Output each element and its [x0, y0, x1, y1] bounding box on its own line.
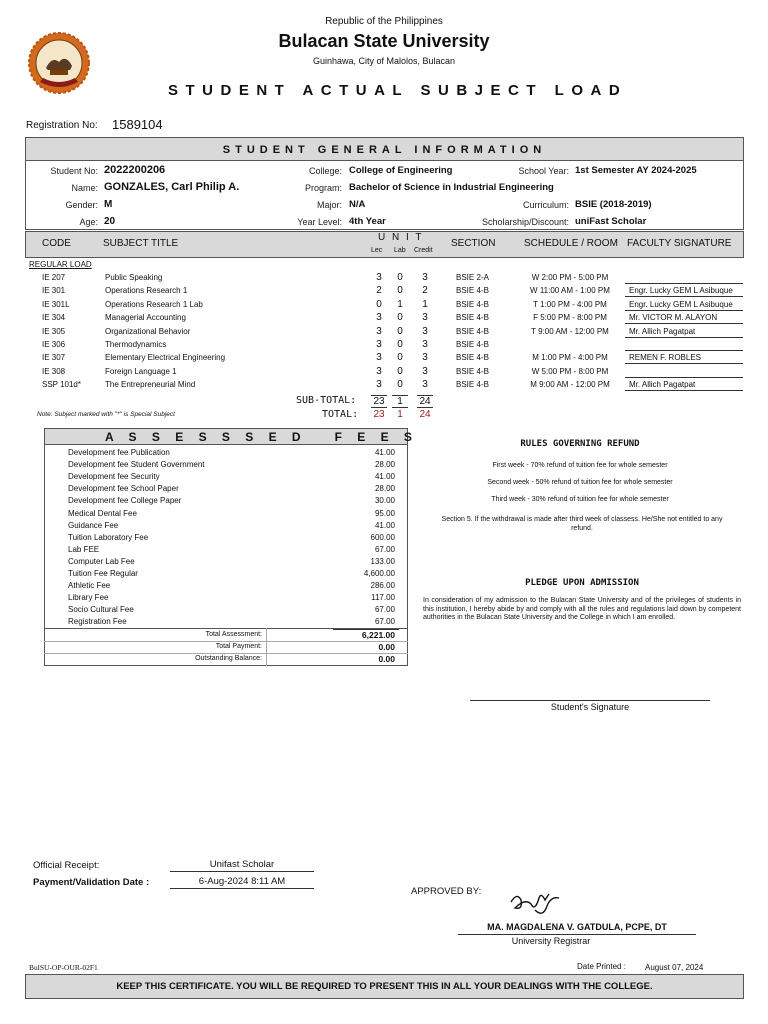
subject-faculty: Mr. VICTOR M. ALAYON	[629, 313, 718, 323]
student-no-label: Student No:	[50, 166, 98, 176]
gender-value: M	[104, 199, 113, 210]
subject-lab: 1	[397, 298, 403, 310]
subject-title: Operations Research 1 Lab	[105, 299, 203, 309]
subject-lab: 0	[397, 379, 403, 391]
date-printed-label: Date Printed :	[577, 962, 626, 971]
document-title: STUDENT ACTUAL SUBJECT LOAD	[168, 82, 628, 99]
total-label: TOTAL:	[322, 409, 359, 420]
subject-lec: 3	[376, 272, 382, 283]
subject-lec: 3	[376, 312, 382, 324]
fee-grid-lines	[44, 628, 408, 666]
subject-lab: 0	[397, 339, 403, 350]
regular-load-label: REGULAR LOAD	[29, 260, 92, 269]
subtotal-credit: 24	[417, 395, 433, 408]
student-signature-line	[470, 700, 710, 701]
fee-amount: 67.00	[374, 605, 395, 615]
fee-amount: 600.00	[370, 532, 395, 542]
fee-name: Computer Lab Fee	[68, 556, 135, 566]
form-code: BulSU-OP-OUR-02F1	[29, 963, 98, 972]
subject-credit: 3	[422, 365, 428, 377]
official-receipt-label: Official Receipt:	[33, 860, 100, 871]
subject-title: Thermodynamics	[105, 340, 167, 349]
payment-date-label: Payment/Validation Date :	[33, 877, 150, 888]
registration-label: Registration No:	[26, 120, 98, 131]
payment-date-value: 6-Aug-2024 8:11 AM	[170, 876, 314, 889]
assessed-fees-title: A S S E S S S E D F E E S	[105, 430, 418, 444]
total-payment-value: 0.00	[378, 642, 395, 652]
fee-name: Registration Fee	[68, 617, 127, 627]
fee-name: Medical Dental Fee	[68, 508, 137, 518]
program-label: Program:	[304, 183, 342, 193]
total-assessment-label: Total Assessment:	[205, 631, 262, 638]
year-level-value: 4th Year	[349, 216, 386, 227]
fee-amount: 117.00	[371, 593, 395, 603]
curriculum-label: Curriculum:	[522, 200, 569, 210]
fee-amount: 41.00	[374, 520, 395, 530]
assessed-fees-title-bar	[44, 428, 418, 445]
fee-amount: 67.00	[374, 544, 395, 554]
subject-schedule: M 9:00 AM - 12:00 PM	[530, 380, 610, 390]
subject-lec: 0	[376, 298, 382, 310]
total-lab: 1	[397, 409, 403, 420]
fee-grid-row-line	[44, 641, 408, 642]
fee-name: Socio Cultural Fee	[68, 605, 134, 615]
subtotal-lab: 1	[392, 395, 408, 408]
subject-code: IE 301	[42, 286, 66, 296]
age-label: Age:	[79, 217, 98, 227]
outstanding-balance-label: Outstanding Balance:	[195, 655, 262, 662]
registrar-name: MA. MAGDALENA V. GATDULA, PCPE, DT	[487, 922, 667, 932]
subject-schedule: T 1:00 PM - 4:00 PM	[533, 299, 607, 309]
student-no-value: 2022200206	[104, 164, 166, 176]
fee-name: Guidance Fee	[68, 520, 119, 530]
faculty-signature-line	[625, 363, 743, 364]
fee-amount: 28.00	[374, 460, 395, 470]
subject-lab: 0	[397, 352, 403, 364]
refund-rule-2: Second week - 50% refund of tuition fee for whole semester	[487, 479, 673, 486]
college-label: College:	[308, 166, 342, 176]
faculty-signature-line	[625, 350, 743, 351]
special-subject-note: Note: Subject marked with "*" is Special Subject	[37, 411, 175, 418]
subject-lab: 0	[397, 365, 403, 377]
republic-label: Republic of the Philippines	[325, 16, 443, 27]
fee-name: Athletic Fee	[68, 581, 111, 591]
subject-section: BSIE 4-B	[456, 286, 489, 296]
fee-amount: 30.00	[374, 496, 395, 506]
refund-rule-1: First week - 70% refund of tuition fee for whole semester	[492, 462, 668, 469]
col-code: CODE	[42, 238, 71, 249]
subject-lec: 3	[376, 379, 382, 391]
pledge-text: In consideration of my admission to the Bulacan State University and of the privileges of students in this institution, I hereby abide by and comply with all the rules and regulations laid down by competent authorities in the Bulacan State University and the College in which I am enrolled.	[423, 597, 741, 621]
faculty-signature-line	[625, 310, 743, 311]
subject-title: Elementary Electrical Engineering	[105, 353, 226, 363]
fee-name: Lab FEE	[68, 544, 100, 554]
fee-grid-row-line	[44, 653, 408, 654]
scholarship-value: uniFast Scholar	[575, 216, 647, 227]
footer-bar	[25, 974, 744, 999]
name-label: Name:	[71, 183, 98, 193]
subject-code: IE 207	[42, 273, 66, 282]
fee-name: Tuition Laboratory Fee	[68, 532, 149, 542]
major-label: Major:	[316, 200, 342, 210]
faculty-signature-line	[625, 283, 743, 284]
subject-credit: 3	[422, 272, 428, 283]
col-lec: Lec	[371, 247, 383, 254]
fee-name: Tuition Fee Regular	[68, 569, 138, 578]
subject-lec: 3	[376, 339, 382, 350]
subject-title: Organizational Behavior	[105, 326, 191, 336]
faculty-signature-line	[625, 390, 743, 391]
name-value: GONZALES, Carl Philip A.	[104, 181, 240, 193]
registrar-title: University Registrar	[511, 936, 591, 946]
fee-amount: 133.00	[370, 556, 395, 566]
fee-grid-col-line	[266, 628, 267, 666]
col-lab: Lab	[394, 247, 406, 254]
footer-notice: KEEP THIS CERTIFICATE. YOU WILL BE REQUIRED TO PRESENT THIS IN ALL YOUR DEALINGS WITH THE COLLEGE.	[116, 981, 653, 992]
subject-credit: 3	[422, 379, 428, 391]
col-unit: U N I T	[378, 232, 424, 243]
subject-lab: 0	[397, 312, 403, 324]
subject-code: IE 308	[42, 366, 66, 376]
fee-name: Development fee Security	[68, 472, 160, 482]
university-name: Bulacan State University	[278, 31, 490, 51]
subject-credit: 1	[422, 298, 428, 310]
subject-faculty: Mr. Allich Pagatpat	[629, 380, 696, 390]
subject-lab: 0	[397, 272, 403, 283]
subject-code: SSP 101d*	[42, 380, 81, 390]
subject-credit: 3	[422, 352, 428, 364]
total-payment-label: Total Payment:	[215, 643, 262, 650]
registrar-name-line	[458, 934, 696, 935]
official-receipt-value: Unifast Scholar	[170, 859, 314, 872]
subject-section: BSIE 4-B	[456, 366, 489, 376]
subject-credit: 3	[422, 339, 428, 350]
college-value: College of Engineering	[349, 165, 453, 176]
subject-section: BSIE 4-B	[456, 299, 489, 309]
pledge-title: PLEDGE UPON ADMISSION	[525, 578, 639, 588]
subject-lec: 3	[376, 325, 382, 337]
major-value: N/A	[349, 199, 366, 210]
fee-amount: 4,600.00	[363, 569, 395, 578]
approved-by-label: APPROVED BY:	[411, 886, 482, 897]
subject-faculty: REMEN F. ROBLES	[629, 353, 702, 363]
fee-amount: 41.00	[374, 448, 395, 457]
subject-section: BSIE 4-B	[456, 353, 489, 363]
subject-section: BSIE 2-A	[456, 273, 489, 282]
general-info-title: STUDENT GENERAL INFORMATION	[222, 144, 547, 156]
subject-lab: 0	[397, 285, 403, 297]
subject-code: IE 304	[42, 313, 66, 323]
fee-amount: 28.00	[374, 484, 395, 494]
fee-name: Development fee School Paper	[68, 484, 179, 494]
fee-amount: 67.00	[374, 617, 395, 627]
subject-schedule: W 5:00 PM - 8:00 PM	[531, 366, 609, 376]
fee-amount: 286.00	[370, 581, 395, 591]
subject-schedule: M 1:00 PM - 4:00 PM	[532, 353, 608, 363]
fee-amount: 95.00	[374, 508, 395, 518]
subject-faculty: Mr. Allich Pagatpat	[629, 326, 696, 336]
total-lec: 23	[373, 409, 385, 420]
fee-amount: 41.00	[374, 472, 395, 482]
subject-section: BSIE 4-B	[456, 340, 489, 349]
student-signature-label: Student's Signature	[550, 702, 630, 712]
outstanding-balance-value: 0.00	[378, 654, 395, 664]
program-value: Bachelor of Science in Industrial Engineering	[349, 182, 554, 193]
subject-lec: 3	[376, 365, 382, 377]
subject-faculty: Engr. Lucky GEM L Asibuque	[629, 299, 733, 309]
subject-lec: 2	[376, 285, 382, 297]
subject-code: IE 305	[42, 326, 66, 336]
col-section: SECTION	[451, 238, 496, 249]
subject-code: IE 307	[42, 353, 66, 363]
subject-section: BSIE 4-B	[456, 326, 489, 336]
col-faculty: FACULTY SIGNATURE	[627, 238, 732, 249]
curriculum-value: BSIE (2018-2019)	[575, 199, 652, 210]
subject-lab: 0	[397, 325, 403, 337]
faculty-signature-line	[625, 337, 743, 338]
gender-label: Gender:	[65, 200, 98, 210]
year-level-label: Year Level:	[297, 217, 342, 227]
fee-name: Development fee College Paper	[68, 496, 182, 506]
date-printed-value: August 07, 2024	[645, 963, 704, 972]
subject-code: IE 306	[42, 340, 66, 349]
scholarship-label: Scholarship/Discount:	[481, 217, 569, 227]
age-value: 20	[104, 216, 116, 227]
subject-schedule: W 11:00 AM - 1:00 PM	[530, 286, 610, 296]
subject-credit: 3	[422, 325, 428, 337]
subject-credit: 2	[422, 285, 428, 297]
subject-title: Foreign Language 1	[105, 366, 177, 376]
refund-title: RULES GOVERNING REFUND	[520, 439, 640, 449]
faculty-signature-line	[625, 377, 743, 378]
subject-schedule: F 5:00 PM - 8:00 PM	[533, 313, 607, 323]
fee-name: Development fee Student Government	[68, 460, 205, 470]
col-schedule: SCHEDULE / ROOM	[524, 238, 618, 249]
subject-lec: 3	[376, 352, 382, 364]
registration-number: 1589104	[112, 117, 163, 132]
school-year-value: 1st Semester AY 2024-2025	[575, 165, 697, 176]
faculty-signature-line	[625, 296, 743, 297]
fee-name: Development fee Publication	[68, 448, 170, 457]
col-subject-title: SUBJECT TITLE	[103, 238, 179, 249]
subtotal-lec: 23	[371, 395, 387, 408]
school-year-label: School Year:	[518, 166, 569, 176]
total-assessment-value: 6,221.00	[361, 630, 395, 640]
subject-schedule: W 2:00 PM - 5:00 PM	[531, 273, 609, 282]
refund-section-5: Section 5. If the withdrawal is made after third week of classess. He/She not entitled to any refund.	[441, 516, 723, 532]
university-address: Guinhawa, City of Malolos, Bulacan	[312, 56, 456, 66]
fee-name: Library Fee	[68, 593, 109, 603]
registrar-signature	[505, 888, 565, 922]
subject-title: The Entrepreneurial Mind	[105, 380, 196, 390]
subject-schedule: T 9:00 AM - 12:00 PM	[531, 326, 609, 336]
subject-section: BSIE 4-B	[456, 313, 489, 323]
subject-code: IE 301L	[42, 299, 70, 309]
subject-faculty: Engr. Lucky GEM L Asibuque	[629, 286, 733, 296]
subtotal-label: SUB-TOTAL:	[296, 395, 357, 406]
subject-title: Operations Research 1	[105, 286, 188, 296]
general-info-title-bar	[25, 137, 744, 161]
subject-title: Public Speaking	[105, 273, 163, 282]
subject-credit: 3	[422, 312, 428, 324]
faculty-signature-line	[625, 323, 743, 324]
subject-title: Managerial Accounting	[105, 313, 186, 323]
total-credit: 24	[419, 409, 431, 420]
refund-rule-3: Third week - 30% refund of tuition fee for whole semester	[491, 496, 669, 503]
col-credit: Credit	[414, 247, 433, 254]
subject-section: BSIE 4-B	[456, 380, 489, 390]
